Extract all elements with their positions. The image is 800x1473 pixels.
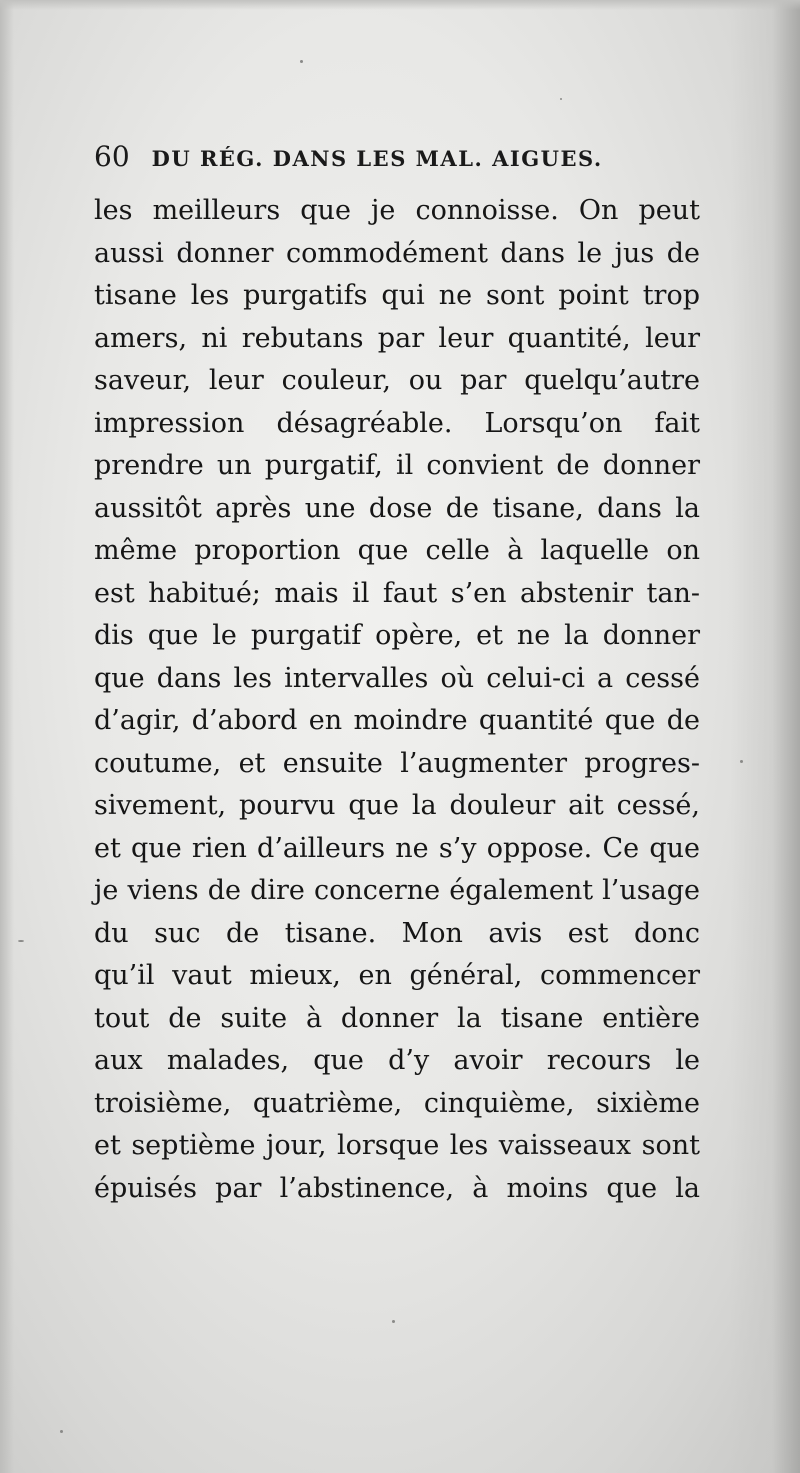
page-left-edge-shadow [0, 0, 14, 1473]
text-line: sivement, pourvu que la douleur ait cessé, [94, 790, 700, 821]
running-head-title: DU RÉG. DANS LES MAL. AIGUES. [151, 146, 603, 171]
page-right-edge-shadow [730, 0, 800, 1473]
page-number: 60 [94, 140, 130, 173]
text-line: tout de suite à donner la tisane entière [94, 1002, 700, 1034]
text-line: aussitôt après une dose de tisane, dans la [94, 492, 700, 524]
text-line: que dans les intervalles où celui-ci a cessé [94, 662, 700, 694]
paper-speck [300, 60, 303, 63]
text-line: et que rien d’ailleurs ne s’y oppose. Ce que [94, 832, 700, 864]
text-line: saveur, leur couleur, ou par quelqu’autre [94, 365, 700, 396]
text-line: troisième, quatrième, cinquième, sixième [94, 1087, 700, 1119]
text-line: impression désagréable. Lorsqu’on fait [94, 407, 700, 439]
paper-speck [740, 760, 743, 763]
paper-speck [60, 1430, 63, 1433]
page-top-edge-shadow [0, 0, 800, 10]
text-line: tisane les purgatifs qui ne sont point trop [94, 280, 700, 311]
text-line: amers, ni rebutans par leur quantité, leur [94, 322, 700, 354]
text-line: d’agir, d’abord en moindre quantité que de [94, 705, 700, 736]
running-head [94, 140, 634, 180]
text-line: prendre un purgatif, il convient de donner [94, 450, 700, 481]
body-text [94, 190, 700, 1210]
paper-speck [18, 940, 24, 942]
text-line: dis que le purgatif opère, et ne la donner [94, 620, 700, 651]
text-line: aux malades, que d’y avoir recours le [94, 1045, 700, 1076]
text-line: épuisés par l’abstinence, à moins que la [94, 1172, 700, 1204]
text-line: aussi donner commodément dans le jus de [94, 237, 700, 269]
paper-speck [560, 98, 562, 100]
text-line: du suc de tisane. Mon avis est donc [94, 917, 700, 949]
text-line: les meilleurs que je connoisse. On peut [94, 195, 700, 226]
paper-speck [392, 1320, 395, 1323]
text-line: coutume, et ensuite l’augmenter progres- [94, 747, 700, 779]
text-line: et septième jour, lorsque les vaisseaux sont [94, 1130, 700, 1161]
text-line: qu’il vaut mieux, en général, commencer [94, 960, 700, 991]
text-line: même proportion que celle à laquelle on [94, 535, 700, 566]
text-line: je viens de dire concerne également l’usage [94, 875, 700, 906]
text-line: est habitué; mais il faut s’en abstenir tan- [94, 577, 700, 609]
